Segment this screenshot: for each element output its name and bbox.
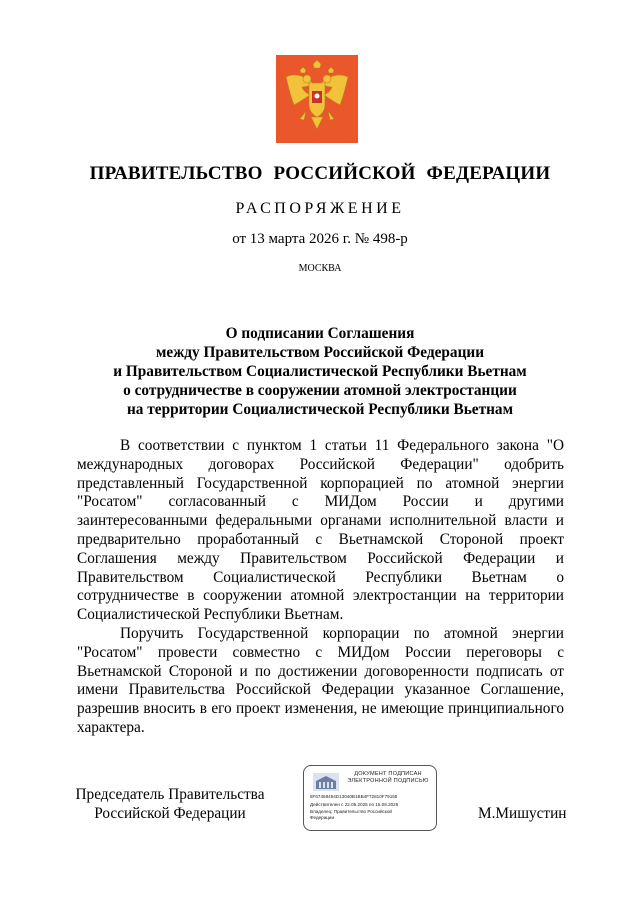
signatory-name: М.Мишустин <box>478 805 567 822</box>
stamp-heading <box>342 771 434 785</box>
body-paragraph: Поручить Государственной корпорации по атомной энергии "Росатом" провести совместно с МИДом России переговоры с Вьетнамской Стороной и по достижении договоренности подписать от имени Правительства Российской Федерации указанное Соглашение, разрешив вносить в его проект изменения, не имеющие принципиального характера. <box>77 624 564 736</box>
subject-line: между Правительством Российской Федерации <box>155 344 485 361</box>
document-subject <box>60 324 580 419</box>
stamp-validity: Действителен с 22.05.2025 по 15.08.2026 <box>310 802 399 807</box>
government-title: ПРАВИТЕЛЬСТВО РОССИЙСКОЙ ФЕДЕРАЦИИ <box>89 163 551 184</box>
state-emblem-icon <box>276 55 358 143</box>
document-date-number: от 13 марта 2026 г. № 498-р <box>232 231 408 247</box>
stamp-heading-line: ЭЛЕКТРОННОЙ ПОДПИСЬЮ <box>347 778 429 784</box>
stamp-owner: Владелец: Правительство Российской <box>310 809 392 814</box>
document-city: МОСКВА <box>298 263 342 274</box>
subject-line: и Правительством Социалистической Республики Вьетнам <box>113 363 527 380</box>
subject-line: на территории Социалистической Республики Вьетнам <box>126 401 513 418</box>
subject-line: о сотрудничестве в сооружении атомной электростанции <box>123 382 517 399</box>
document-type: РАСПОРЯЖЕНИЕ <box>235 200 405 217</box>
signatory-title-line: Российской Федерации <box>94 804 246 822</box>
signatory-title <box>60 786 280 823</box>
body-paragraph: В соответствии с пунктом 1 статьи 11 Федерального закона "О международных договорах Российской Федерации" одобрить представленный Государственной корпорацией по атомной энергии "Росатом" согласованный с МИДом России и другими заинтересованными федеральными органами исполнительной власти и предварительно проработанный с Вьетнамской Стороной проект Соглашения между Правительством Российской Федерации и Правительством Социалистической Республики Вьетнам о сотрудничестве в сооружении атомной электростанции на территории Социалистической Республики Вьетнам. <box>77 437 564 624</box>
signatory-title-line: Председатель Правительства <box>75 786 265 803</box>
stamp-heading-line: ДОКУМЕНТ ПОДПИСАН <box>354 771 422 777</box>
stamp-owner: Федерации <box>310 815 335 820</box>
document-body <box>77 437 564 738</box>
subject-line: О подписании Соглашения <box>225 325 415 342</box>
government-building-icon <box>313 773 339 791</box>
electronic-signature-stamp <box>303 765 437 831</box>
stamp-certificate: 8F67468454D13040B1BB4F72810F79155 <box>310 794 398 799</box>
